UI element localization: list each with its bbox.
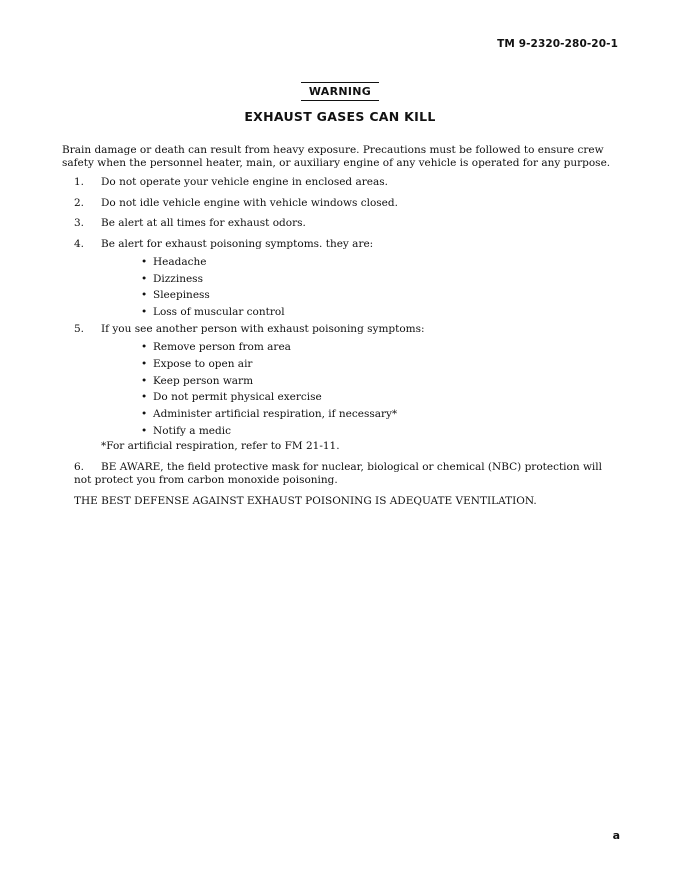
action-item: • Expose to open air (141, 357, 253, 370)
tm-number: TM 9-2320-280-20-1 (497, 38, 618, 50)
bullet-icon: • (141, 272, 148, 285)
item-text: Be alert at all times for exhaust odors. (101, 217, 306, 229)
action-item: • Notify a medic (141, 424, 231, 437)
item-text: BE AWARE, the field protective mask for nuclear, biological or chemical (NBC) protection will not protect you from carbon monoxide poisoning. (74, 461, 603, 487)
bullet-icon: • (141, 374, 148, 387)
symptom-item: • Dizziness (141, 272, 203, 285)
bullet-icon: • (141, 256, 148, 268)
item-number: 5. (74, 322, 85, 335)
bullet-icon: • (141, 306, 148, 319)
bullet-icon: • (141, 289, 148, 302)
best-defense-statement: THE BEST DEFENSE AGAINST EXHAUST POISONING IS ADEQUATE VENTILATION. (74, 495, 537, 508)
symptom-item: • Sleepiness (141, 289, 210, 302)
warning-title: EXHAUST GASES CAN KILL (244, 109, 436, 124)
symptoms-list (62, 256, 622, 319)
bullet-icon: • (141, 357, 148, 370)
symptom-item: • Loss of muscular control (141, 306, 285, 319)
item-text: If you see another person with exhaust poisoning symptoms: (101, 322, 425, 335)
list-item-3 (62, 217, 622, 230)
action-item: • Keep person warm (141, 374, 254, 387)
bullet-icon: • (141, 391, 148, 404)
item-text: Do not idle vehicle engine with vehicle windows closed. (101, 196, 398, 209)
item-number: 4. (74, 237, 85, 250)
list-item-2 (62, 197, 622, 210)
actions-list (62, 341, 622, 437)
list-item-6 (62, 461, 622, 487)
item-number: 1. (74, 176, 85, 188)
bullet-icon: • (141, 408, 148, 420)
list-item-4 (62, 238, 622, 251)
item-text: Be alert for exhaust poisoning symptoms. they are: (101, 237, 374, 250)
instructions-list (62, 176, 622, 508)
list-item-5 (62, 323, 622, 336)
page-letter: a (612, 829, 620, 842)
action-item: • Remove person from area (141, 341, 291, 354)
symptom-item: • Headache (141, 256, 207, 268)
item-number: 3. (74, 217, 85, 229)
footnote: *For artificial respiration, refer to FM 21-11. (101, 440, 340, 453)
intro-paragraph: Brain damage or death can result from heavy exposure. Precautions must be followed to ensure crew safety when the personnel heater, main, or auxiliary engine of any vehicle is operated for any purpose. (62, 144, 611, 169)
item-text: Do not operate your vehicle engine in enclosed areas. (101, 176, 388, 188)
warning-label: WARNING (301, 82, 379, 101)
warning-header (0, 80, 680, 101)
action-item: • Do not permit physical exercise (141, 391, 322, 404)
item-number: 2. (74, 196, 85, 209)
bullet-icon: • (141, 424, 148, 437)
item-number: 6. (74, 461, 85, 474)
list-item-1 (62, 176, 622, 189)
bullet-icon: • (141, 341, 148, 354)
action-item: • Administer artificial respiration, if necessary* (141, 408, 398, 420)
